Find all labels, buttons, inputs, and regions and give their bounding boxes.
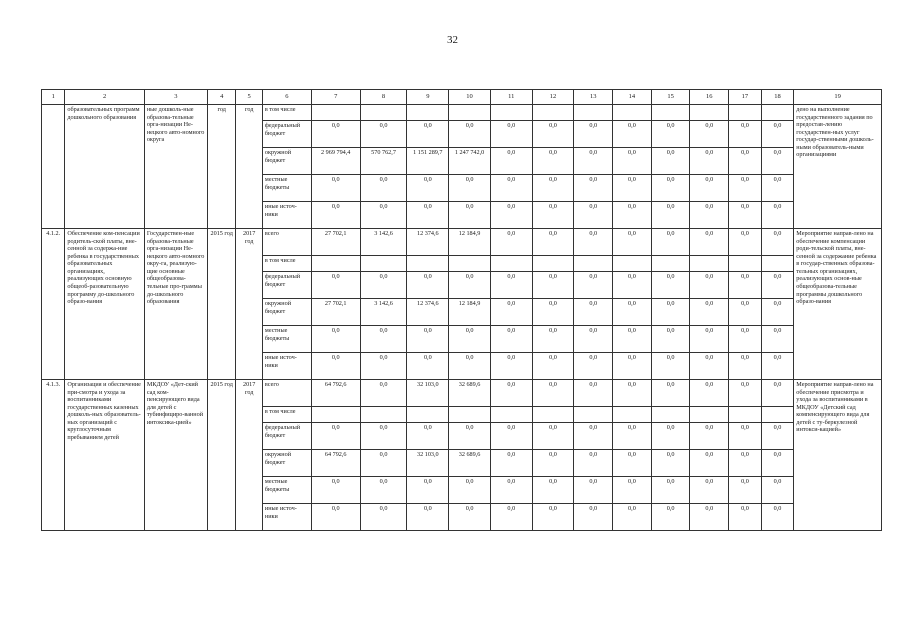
amount-cell: 32 103,0: [407, 450, 449, 477]
amount-cell: 0,0: [651, 353, 690, 380]
column-number-row: [42, 90, 882, 105]
amount-cell: [613, 105, 652, 121]
amount-cell: 0,0: [690, 299, 729, 326]
measure-code: [42, 105, 65, 229]
amount-cell: 0,0: [651, 477, 690, 504]
amount-cell: 32 689,6: [449, 380, 491, 407]
measure-code: 4.1.2.: [42, 229, 65, 380]
column-number-6: 6: [262, 90, 311, 105]
amount-cell: 0,0: [407, 175, 449, 202]
amount-cell: 0,0: [613, 380, 652, 407]
amount-cell: [761, 105, 794, 121]
amount-cell: 0,0: [761, 326, 794, 353]
amount-cell: 0,0: [311, 326, 360, 353]
amount-cell: 3 142,6: [360, 229, 407, 256]
amount-cell: 0,0: [613, 477, 652, 504]
funding-source: федеральный бюджет: [262, 272, 311, 299]
amount-cell: 0,0: [407, 202, 449, 229]
amount-cell: [407, 407, 449, 423]
amount-cell: 0,0: [690, 121, 729, 148]
amount-cell: 0,0: [761, 202, 794, 229]
measure-name: Организация и обеспечение при-смотра и ухода за воспитанниками государственных казенных дошколь-ных образователь-ных организаций с круглосуточным пребыванием детей: [65, 380, 144, 531]
amount-cell: 0,0: [490, 121, 532, 148]
amount-cell: 0,0: [729, 175, 762, 202]
end-year: 2017 год: [236, 229, 262, 380]
amount-cell: [651, 256, 690, 272]
amount-cell: 0,0: [651, 121, 690, 148]
amount-cell: 0,0: [690, 272, 729, 299]
amount-cell: 0,0: [729, 477, 762, 504]
amount-cell: 0,0: [690, 380, 729, 407]
amount-cell: [613, 407, 652, 423]
amount-cell: 0,0: [690, 450, 729, 477]
amount-cell: 0,0: [613, 353, 652, 380]
amount-cell: 0,0: [761, 175, 794, 202]
amount-cell: 0,0: [761, 504, 794, 531]
start-year: 2015 год: [207, 380, 236, 531]
amount-cell: [574, 105, 613, 121]
amount-cell: 0,0: [574, 477, 613, 504]
amount-cell: 0,0: [574, 202, 613, 229]
amount-cell: [690, 256, 729, 272]
amount-cell: 0,0: [729, 121, 762, 148]
amount-cell: 0,0: [729, 423, 762, 450]
amount-cell: 0,0: [532, 353, 574, 380]
amount-cell: 0,0: [490, 326, 532, 353]
amount-cell: 0,0: [574, 175, 613, 202]
amount-cell: 0,0: [407, 121, 449, 148]
column-number-17: 17: [729, 90, 762, 105]
amount-cell: 0,0: [311, 121, 360, 148]
amount-cell: 0,0: [532, 450, 574, 477]
amount-cell: 0,0: [729, 272, 762, 299]
amount-cell: [360, 105, 407, 121]
amount-cell: 0,0: [613, 450, 652, 477]
amount-cell: [407, 256, 449, 272]
amount-cell: 0,0: [490, 353, 532, 380]
amount-cell: [613, 256, 652, 272]
amount-cell: 0,0: [407, 272, 449, 299]
amount-cell: [532, 105, 574, 121]
amount-cell: 0,0: [449, 326, 491, 353]
amount-cell: 0,0: [613, 148, 652, 175]
amount-cell: 0,0: [761, 229, 794, 256]
funding-source: в том числе: [262, 256, 311, 272]
funding-source: иные источ-ники: [262, 353, 311, 380]
column-number-10: 10: [449, 90, 491, 105]
amount-cell: 0,0: [407, 504, 449, 531]
amount-cell: 0,0: [360, 450, 407, 477]
amount-cell: 0,0: [360, 380, 407, 407]
column-number-9: 9: [407, 90, 449, 105]
amount-cell: 0,0: [613, 423, 652, 450]
amount-cell: [532, 407, 574, 423]
amount-cell: 0,0: [613, 202, 652, 229]
amount-cell: 0,0: [761, 423, 794, 450]
amount-cell: 0,0: [532, 299, 574, 326]
amount-cell: 32 689,6: [449, 450, 491, 477]
amount-cell: 0,0: [690, 353, 729, 380]
amount-cell: [360, 256, 407, 272]
amount-cell: 0,0: [690, 175, 729, 202]
amount-cell: [761, 256, 794, 272]
column-number-11: 11: [490, 90, 532, 105]
column-number-15: 15: [651, 90, 690, 105]
amount-cell: 0,0: [449, 272, 491, 299]
amount-cell: 0,0: [574, 353, 613, 380]
amount-cell: 0,0: [311, 353, 360, 380]
amount-cell: [311, 105, 360, 121]
amount-cell: 0,0: [651, 504, 690, 531]
measure-code: 4.1.3.: [42, 380, 65, 531]
amount-cell: 0,0: [613, 121, 652, 148]
column-number-18: 18: [761, 90, 794, 105]
funding-source: окружной бюджет: [262, 299, 311, 326]
amount-cell: 0,0: [311, 423, 360, 450]
amount-cell: 0,0: [449, 477, 491, 504]
amount-cell: [490, 256, 532, 272]
amount-cell: 0,0: [360, 272, 407, 299]
amount-cell: 0,0: [761, 380, 794, 407]
funding-source: местные бюджеты: [262, 477, 311, 504]
amount-cell: 0,0: [651, 380, 690, 407]
amount-cell: [311, 256, 360, 272]
amount-cell: 0,0: [311, 202, 360, 229]
amount-cell: 12 374,6: [407, 229, 449, 256]
amount-cell: 0,0: [613, 272, 652, 299]
amount-cell: [729, 407, 762, 423]
amount-cell: 0,0: [729, 202, 762, 229]
amount-cell: 0,0: [360, 326, 407, 353]
amount-cell: 0,0: [651, 326, 690, 353]
amount-cell: 0,0: [613, 326, 652, 353]
amount-cell: 0,0: [761, 148, 794, 175]
amount-cell: 0,0: [360, 202, 407, 229]
column-number-8: 8: [360, 90, 407, 105]
column-number-14: 14: [613, 90, 652, 105]
amount-cell: 570 762,7: [360, 148, 407, 175]
amount-cell: 0,0: [651, 299, 690, 326]
amount-cell: 0,0: [449, 121, 491, 148]
column-number-13: 13: [574, 90, 613, 105]
amount-cell: 0,0: [574, 148, 613, 175]
amount-cell: 0,0: [360, 353, 407, 380]
amount-cell: 0,0: [574, 380, 613, 407]
amount-cell: 0,0: [574, 272, 613, 299]
amount-cell: 0,0: [761, 299, 794, 326]
executor: Государствен-ные образова-тельные орга-низации Не-нецкого авто-номного окру-га, реализую-щие основные общеобразова-тельные про-граммы до-школьного образования: [144, 229, 207, 380]
amount-cell: [729, 105, 762, 121]
amount-cell: 0,0: [360, 175, 407, 202]
amount-cell: 0,0: [490, 272, 532, 299]
amount-cell: 0,0: [407, 423, 449, 450]
amount-cell: 0,0: [407, 353, 449, 380]
expected-result: Мероприятие направ-лено на обеспечение компенсации роди-тельской платы, вне-сенной за содержание ребенка в государ-ственных образова-тельных организациях, реализующих основ-ные общеобразова-тельные программы дошкольного образо-вания: [794, 229, 882, 380]
start-year: 2015 год: [207, 229, 236, 380]
column-number-12: 12: [532, 90, 574, 105]
column-number-2: 2: [65, 90, 144, 105]
amount-cell: 0,0: [690, 477, 729, 504]
amount-cell: [311, 407, 360, 423]
amount-cell: 0,0: [761, 121, 794, 148]
funding-source: всего: [262, 380, 311, 407]
amount-cell: 0,0: [613, 229, 652, 256]
amount-cell: 0,0: [532, 121, 574, 148]
amount-cell: [574, 407, 613, 423]
column-number-16: 16: [690, 90, 729, 105]
amount-cell: [532, 256, 574, 272]
funding-source: федеральный бюджет: [262, 121, 311, 148]
amount-cell: 0,0: [574, 450, 613, 477]
amount-cell: 0,0: [690, 504, 729, 531]
table-row: [42, 229, 882, 256]
amount-cell: 0,0: [532, 148, 574, 175]
funding-source: федеральный бюджет: [262, 423, 311, 450]
amount-cell: 0,0: [449, 175, 491, 202]
amount-cell: 12 184,9: [449, 299, 491, 326]
amount-cell: 0,0: [407, 326, 449, 353]
funding-source: в том числе: [262, 105, 311, 121]
amount-cell: 0,0: [613, 175, 652, 202]
amount-cell: 32 103,0: [407, 380, 449, 407]
amount-cell: [449, 407, 491, 423]
amount-cell: [690, 105, 729, 121]
amount-cell: 0,0: [651, 175, 690, 202]
amount-cell: 2 969 794,4: [311, 148, 360, 175]
amount-cell: 0,0: [449, 353, 491, 380]
amount-cell: 0,0: [574, 504, 613, 531]
table-row: [42, 380, 882, 407]
amount-cell: 0,0: [360, 423, 407, 450]
amount-cell: [449, 105, 491, 121]
column-number-5: 5: [236, 90, 262, 105]
amount-cell: 0,0: [360, 477, 407, 504]
column-number-3: 3: [144, 90, 207, 105]
amount-cell: [449, 256, 491, 272]
amount-cell: 0,0: [613, 504, 652, 531]
amount-cell: 27 702,1: [311, 299, 360, 326]
amount-cell: 27 702,1: [311, 229, 360, 256]
funding-source: в том числе: [262, 407, 311, 423]
amount-cell: 0,0: [490, 202, 532, 229]
amount-cell: 0,0: [651, 202, 690, 229]
start-year: год: [207, 105, 236, 229]
amount-cell: 0,0: [407, 477, 449, 504]
amount-cell: 0,0: [532, 423, 574, 450]
amount-cell: 0,0: [729, 148, 762, 175]
amount-cell: 12 374,6: [407, 299, 449, 326]
end-year: год: [236, 105, 262, 229]
amount-cell: 0,0: [532, 272, 574, 299]
amount-cell: [729, 256, 762, 272]
amount-cell: 0,0: [490, 477, 532, 504]
amount-cell: 0,0: [690, 148, 729, 175]
amount-cell: 0,0: [729, 504, 762, 531]
amount-cell: [651, 105, 690, 121]
amount-cell: [574, 256, 613, 272]
amount-cell: 0,0: [532, 229, 574, 256]
amount-cell: 0,0: [690, 423, 729, 450]
column-number-19: 19: [794, 90, 882, 105]
funding-source: окружной бюджет: [262, 450, 311, 477]
amount-cell: 0,0: [311, 175, 360, 202]
amount-cell: 0,0: [651, 148, 690, 175]
funding-source: иные источ-ники: [262, 504, 311, 531]
amount-cell: 0,0: [490, 380, 532, 407]
amount-cell: 0,0: [729, 353, 762, 380]
amount-cell: [490, 407, 532, 423]
amount-cell: [761, 407, 794, 423]
amount-cell: 0,0: [574, 299, 613, 326]
amount-cell: 0,0: [490, 148, 532, 175]
executor: МКДОУ «Дет-ский сад ком-пенсирующего вида для детей с тубинфициро-ванной интоксика-цией»: [144, 380, 207, 531]
financing-table: [41, 89, 882, 531]
measure-name: образовательных программ дошкольного образования: [65, 105, 144, 229]
amount-cell: 0,0: [532, 380, 574, 407]
page-number: 32: [447, 34, 458, 46]
amount-cell: 0,0: [729, 326, 762, 353]
amount-cell: 1 151 289,7: [407, 148, 449, 175]
executor: ные дошколь-ные образова-тельные орга-низации Не-нецкого авто-номного округа: [144, 105, 207, 229]
amount-cell: 0,0: [574, 229, 613, 256]
amount-cell: 0,0: [449, 423, 491, 450]
amount-cell: 0,0: [613, 299, 652, 326]
amount-cell: [690, 407, 729, 423]
amount-cell: 0,0: [574, 326, 613, 353]
amount-cell: 0,0: [729, 299, 762, 326]
table-row: [42, 105, 882, 121]
amount-cell: 0,0: [729, 450, 762, 477]
amount-cell: 0,0: [574, 423, 613, 450]
amount-cell: 0,0: [690, 202, 729, 229]
amount-cell: 12 184,9: [449, 229, 491, 256]
amount-cell: [490, 105, 532, 121]
amount-cell: 64 792,6: [311, 380, 360, 407]
measure-name: Обеспечение ком-пенсации родитель-ской платы, вне-сенной за содержа-ние ребенка в государственных образовательных организациях, реализующих основную общеоб-разовательную программу до-школьного образо-вания: [65, 229, 144, 380]
column-number-7: 7: [311, 90, 360, 105]
amount-cell: 0,0: [532, 477, 574, 504]
amount-cell: 0,0: [532, 326, 574, 353]
amount-cell: [651, 407, 690, 423]
amount-cell: 0,0: [490, 175, 532, 202]
amount-cell: 0,0: [574, 121, 613, 148]
amount-cell: 0,0: [761, 353, 794, 380]
amount-cell: 1 247 742,0: [449, 148, 491, 175]
amount-cell: 0,0: [490, 229, 532, 256]
amount-cell: 0,0: [532, 202, 574, 229]
amount-cell: 0,0: [651, 229, 690, 256]
amount-cell: 0,0: [651, 450, 690, 477]
amount-cell: [360, 407, 407, 423]
funding-source: окружной бюджет: [262, 148, 311, 175]
funding-source: иные источ-ники: [262, 202, 311, 229]
end-year: 2017 год: [236, 380, 262, 531]
amount-cell: 0,0: [761, 450, 794, 477]
funding-source: всего: [262, 229, 311, 256]
amount-cell: 0,0: [729, 229, 762, 256]
amount-cell: 0,0: [490, 423, 532, 450]
expected-result: Мероприятие направ-лено на обеспечение присмотра и ухода за воспитанниками в МКДОУ «Детский сад компенсирующего вида для детей с ту-беркулезной интокси-кацией»: [794, 380, 882, 531]
amount-cell: 0,0: [311, 477, 360, 504]
amount-cell: 0,0: [761, 272, 794, 299]
amount-cell: 0,0: [651, 272, 690, 299]
amount-cell: 0,0: [690, 229, 729, 256]
amount-cell: 0,0: [690, 326, 729, 353]
column-number-1: 1: [42, 90, 65, 105]
amount-cell: 0,0: [311, 504, 360, 531]
amount-cell: 0,0: [449, 504, 491, 531]
amount-cell: 0,0: [532, 175, 574, 202]
amount-cell: 0,0: [761, 477, 794, 504]
amount-cell: 0,0: [651, 423, 690, 450]
amount-cell: 0,0: [360, 121, 407, 148]
funding-source: местные бюджеты: [262, 326, 311, 353]
amount-cell: 0,0: [490, 299, 532, 326]
expected-result: дено на выполнение государственного задания по предостав-лению государствен-ных услуг государ-ственными дошколь-ными образователь-ными организациями: [794, 105, 882, 229]
amount-cell: 0,0: [449, 202, 491, 229]
amount-cell: 0,0: [311, 272, 360, 299]
amount-cell: [407, 105, 449, 121]
amount-cell: 0,0: [490, 450, 532, 477]
amount-cell: 0,0: [532, 504, 574, 531]
amount-cell: 0,0: [490, 504, 532, 531]
amount-cell: 64 792,6: [311, 450, 360, 477]
amount-cell: 0,0: [360, 504, 407, 531]
funding-source: местные бюджеты: [262, 175, 311, 202]
amount-cell: 3 142,6: [360, 299, 407, 326]
column-number-4: 4: [207, 90, 236, 105]
amount-cell: 0,0: [729, 380, 762, 407]
